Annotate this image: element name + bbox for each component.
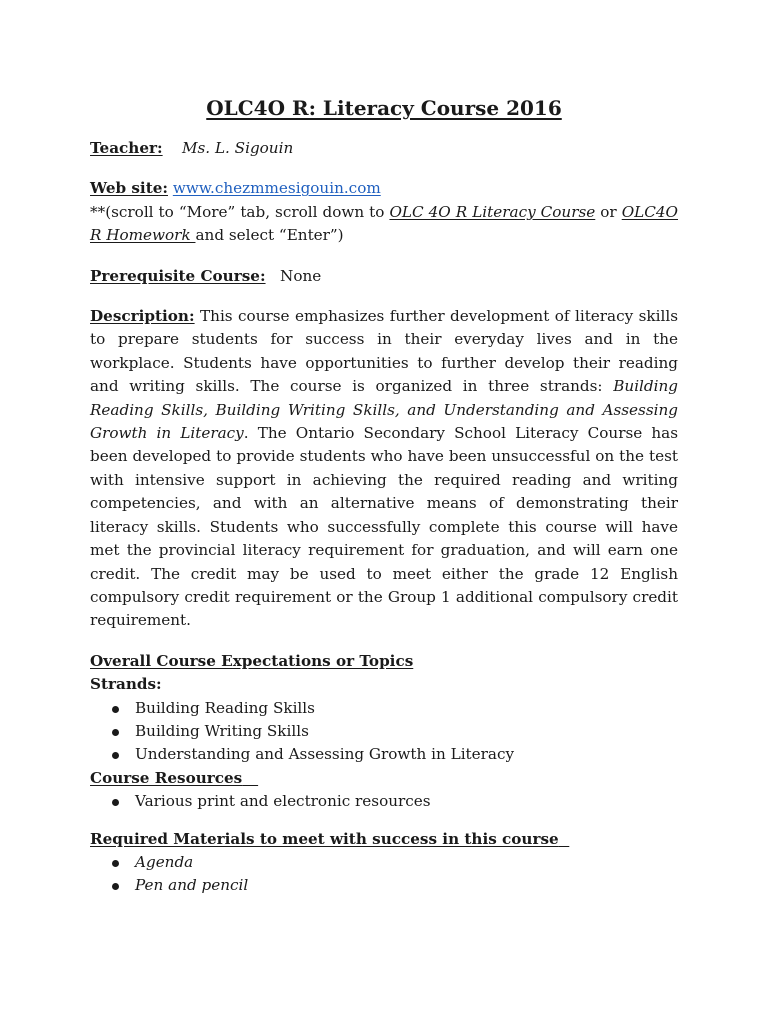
resources-list (90, 790, 678, 813)
bullet-icon (112, 752, 119, 759)
website-note-part3: and select “Enter”) (195, 226, 344, 245)
expectations-heading: Overall Course Expectations or Topics (90, 651, 414, 670)
bullet-icon (112, 799, 119, 806)
website-label: Web site: (90, 179, 168, 198)
website-note-link2: OLC4O R Homework (90, 202, 678, 245)
teacher-name: Ms. L. Sigouin (181, 139, 294, 157)
document-title: OLC4O R: Literacy Course 2016 (206, 96, 562, 120)
description-strands: Building Reading Skills, Building Writing Skills, and Understanding and Assessing Growth in Literacy (90, 377, 678, 443)
bullet-icon (112, 883, 119, 890)
list-item: Agenda (90, 851, 678, 874)
list-item: Understanding and Assessing Growth in Literacy (90, 743, 678, 766)
description-paragraph (90, 305, 678, 633)
prerequisite-value: None (280, 266, 322, 285)
list-item: Pen and pencil (90, 874, 678, 897)
description-label: Description: (90, 307, 195, 326)
prerequisite-row (90, 265, 678, 288)
materials-list (90, 851, 678, 898)
list-item: Building Writing Skills (90, 720, 678, 743)
list-item: Various print and electronic resources (90, 790, 678, 813)
website-note-part2: or (595, 202, 622, 221)
document-page (90, 94, 678, 898)
prerequisite-label: Prerequisite Course: (90, 266, 266, 285)
strands-list (90, 697, 678, 767)
bullet-icon (112, 729, 119, 736)
description-text-1: This course emphasizes further development of literacy skills to prepare students for success in their everyday lives and in the workplace. Students have opportunities to further develop their reading and writing skills. The course is organized in three strands: (90, 307, 678, 396)
website-note (90, 201, 678, 248)
description-text-2: . The Ontario Secondary School Literacy Course has been developed to provide students who have been unsuccessful on the test with intensive support in achieving the required reading and writing competencies, and with an alternative means of demonstrating their literacy skills. Students who successfully complete this course will have met the provincial literacy requirement for graduation, and will earn one credit. The credit may be used to meet either the grade 12 English compulsory credit requirement or the Group 1 additional compulsory credit requirement. (90, 424, 678, 630)
list-item: Building Reading Skills (90, 697, 678, 720)
bullet-icon (112, 706, 119, 713)
website-row (90, 177, 678, 200)
website-note-link1: OLC 4O R Literacy Course (389, 202, 596, 221)
strands-heading: Strands: (90, 675, 162, 694)
materials-heading: Required Materials to meet with success in this course (90, 829, 559, 848)
resources-heading: Course Resources (90, 768, 243, 787)
bullet-icon (112, 860, 119, 867)
website-link[interactable]: www.chezmmesigouin.com (172, 179, 381, 198)
teacher-row (90, 137, 678, 160)
website-note-part1: **(scroll to “More” tab, scroll down to (90, 202, 390, 221)
teacher-label: Teacher: (90, 139, 163, 157)
